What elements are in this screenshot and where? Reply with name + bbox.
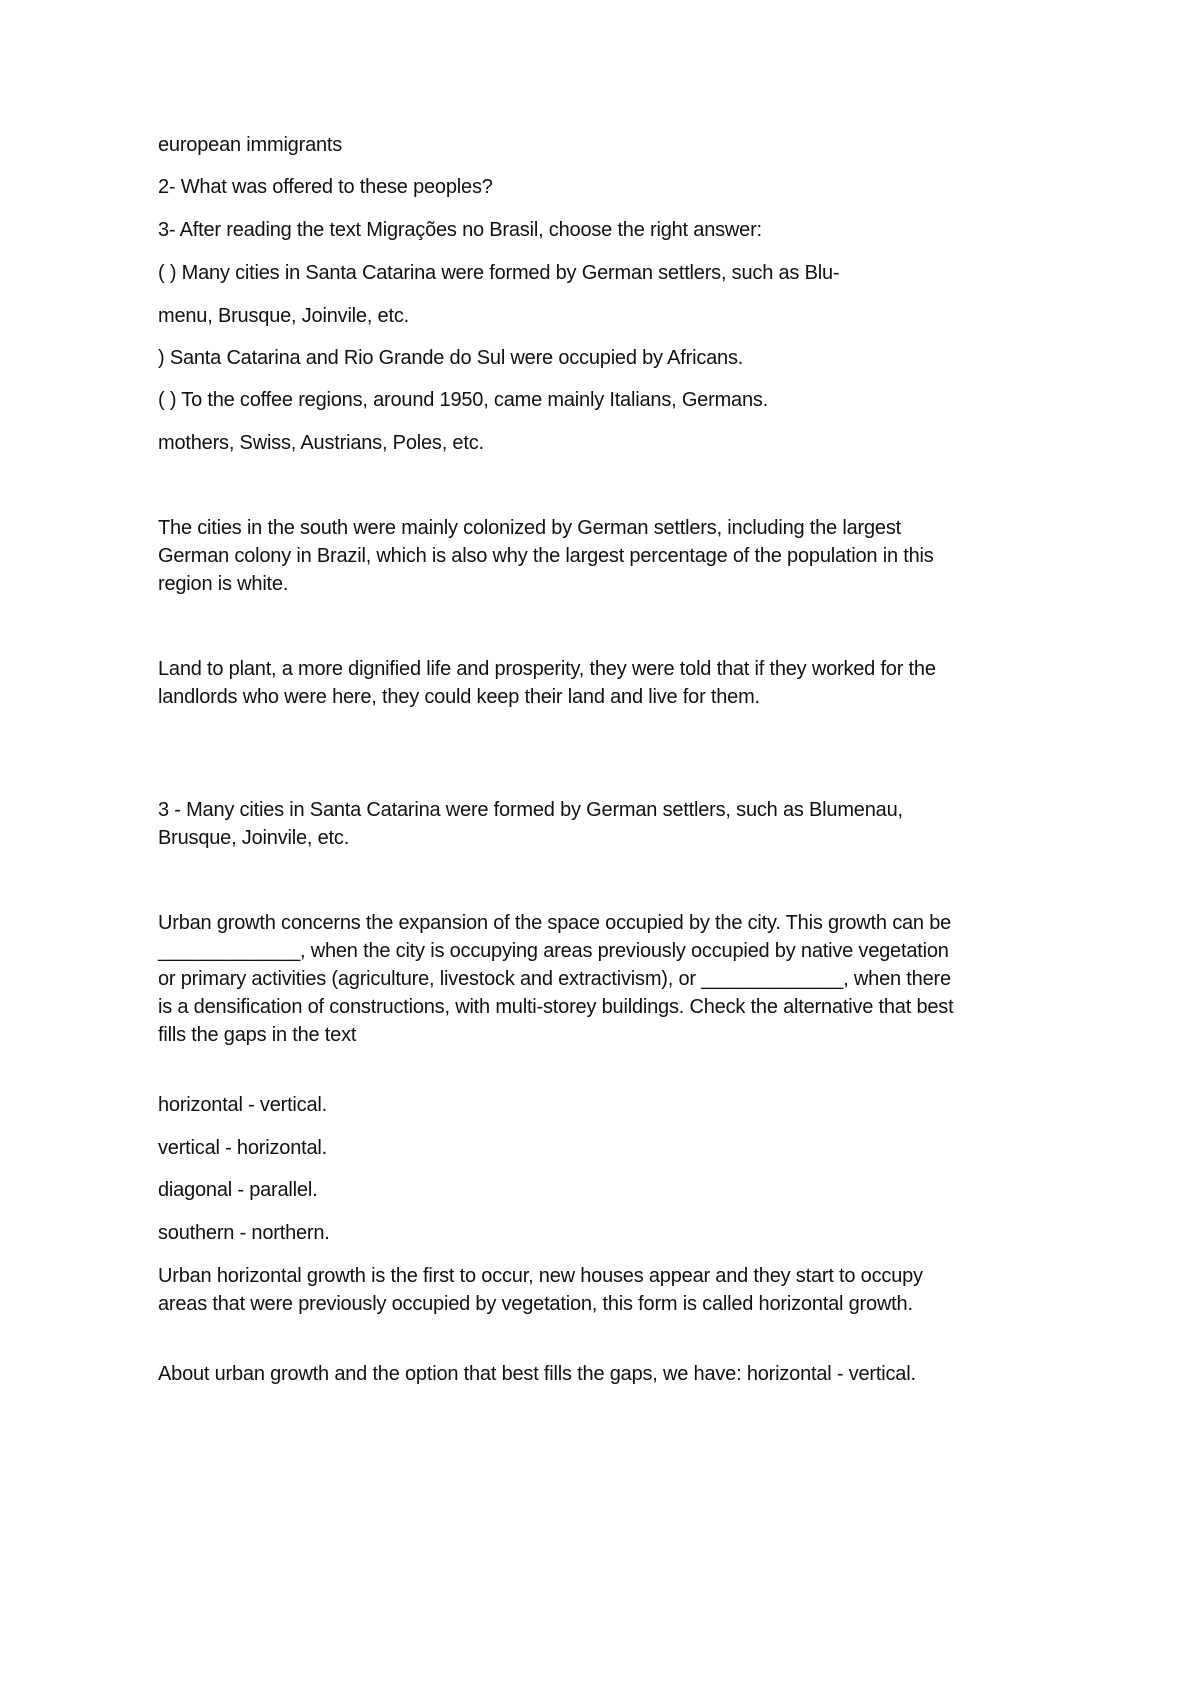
conclusion-paragraph: About urban growth and the option that best fills the gaps, we have: horizontal - vertical.	[158, 1363, 916, 1385]
text-line: european immigrants	[158, 134, 343, 156]
answer-paragraph: Land to plant, a more dignified life and prosperity, they were told that if they worked for the landlords who were here, they could keep their land and live for them.	[158, 658, 936, 708]
question-3: 3- After reading the text Migrações no Brasil, choose the right answer:	[158, 219, 762, 241]
question-2: 2- What was offered to these peoples?	[158, 176, 493, 198]
option-line: ( ) Many cities in Santa Catarina were formed by German settlers, such as Blu-	[158, 262, 840, 284]
option-line: ) Santa Catarina and Rio Grande do Sul were occupied by Africans.	[158, 347, 744, 369]
urban-question: Urban growth concerns the expansion of the space occupied by the city. This growth can be _____________, when the city is occupying areas previously occupied by native vegetation or primary activities (agriculture, livestock and extractivism), or _____________, when there is a densification of constructions, with multi-storey buildings. Check the alternative that best fills the gaps in the text	[158, 912, 954, 1046]
option-southern-northern: southern - northern.	[158, 1222, 330, 1244]
answer-paragraph: 3 - Many cities in Santa Catarina were formed by German settlers, such as Blumenau, Brusque, Joinvile, etc.	[158, 799, 903, 849]
answer-paragraph: The cities in the south were mainly colonized by German settlers, including the largest German colony in Brazil, which is also why the largest percentage of the population in this region is white.	[158, 517, 934, 595]
option-vertical-horizontal: vertical - horizontal.	[158, 1137, 327, 1159]
option-line: ( ) To the coffee regions, around 1950, came mainly Italians, Germans.	[158, 389, 769, 411]
explanation-paragraph: Urban horizontal growth is the first to occur, new houses appear and they start to occupy areas that were previously occupied by vegetation, this form is called horizontal growth.	[158, 1265, 923, 1315]
option-line: menu, Brusque, Joinvile, etc.	[158, 305, 409, 327]
option-line: mothers, Swiss, Austrians, Poles, etc.	[158, 432, 484, 454]
option-horizontal-vertical: horizontal - vertical.	[158, 1094, 327, 1116]
option-diagonal-parallel: diagonal - parallel.	[158, 1179, 318, 1201]
